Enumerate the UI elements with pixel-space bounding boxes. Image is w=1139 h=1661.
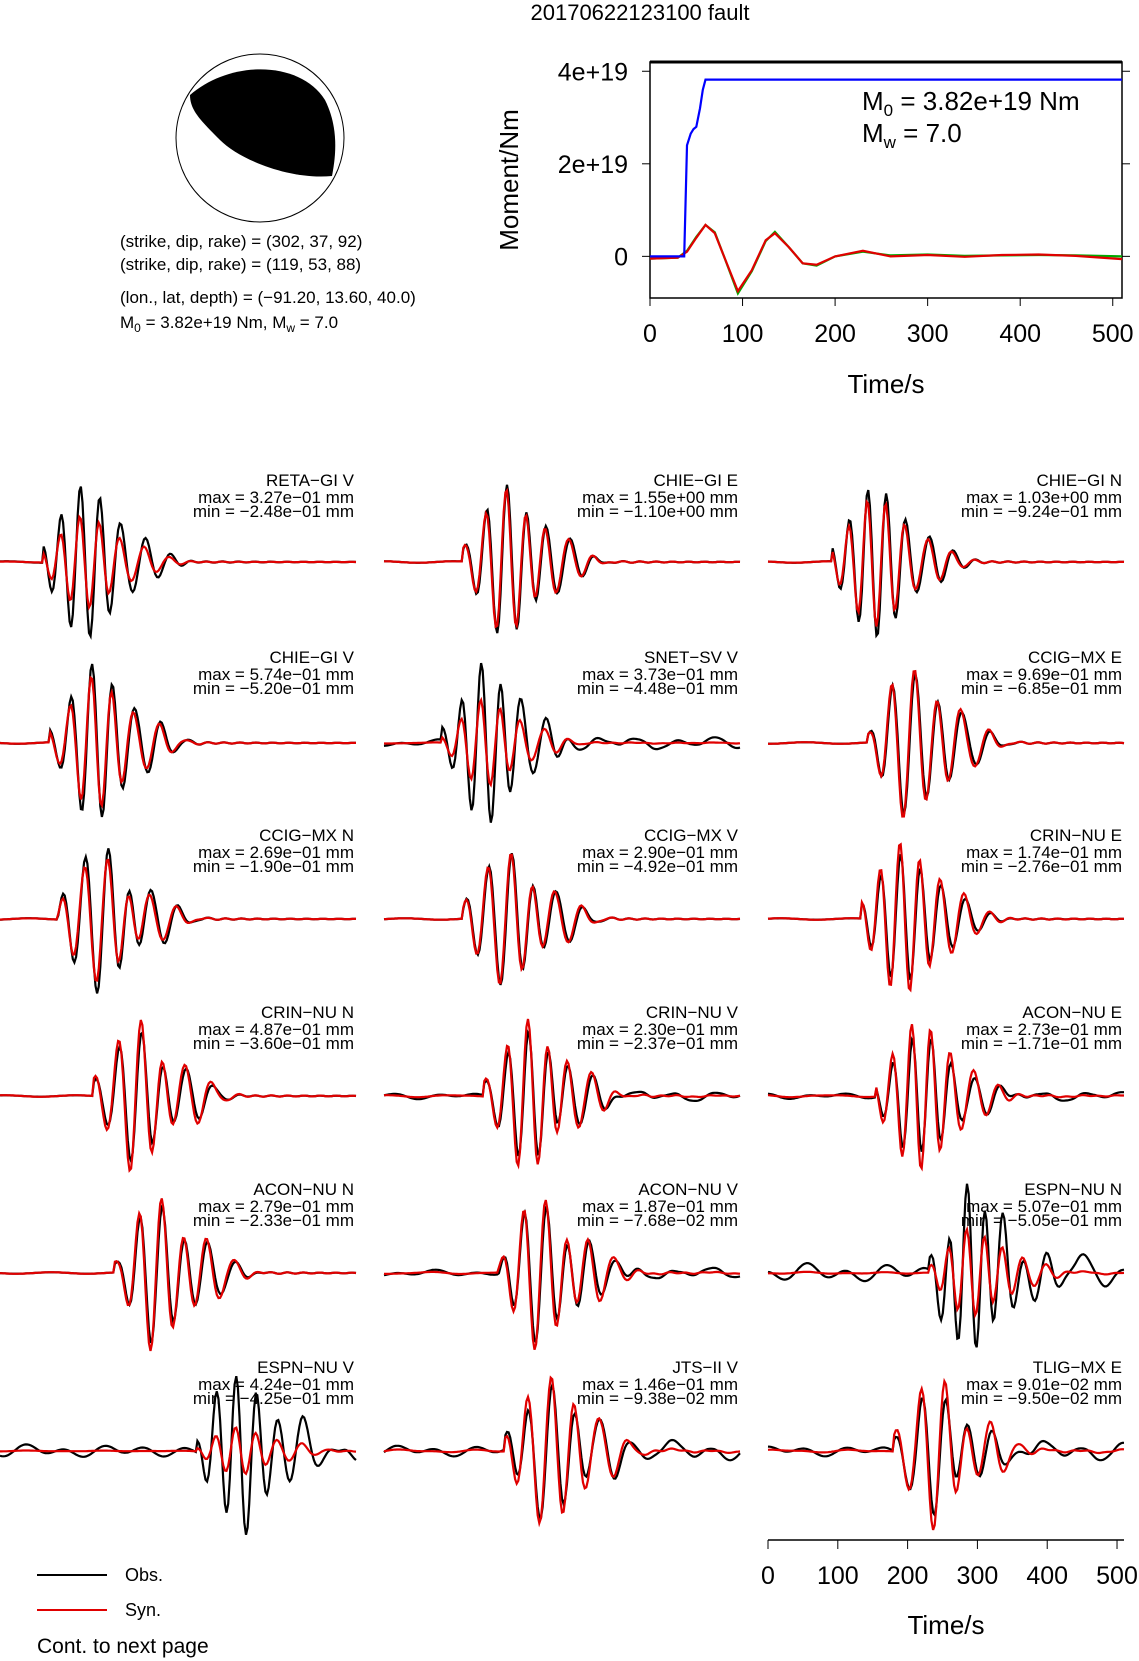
station-min: min = −5.20e−01 mm <box>192 679 354 698</box>
station-max: max = 4.87e−01 mm <box>198 1020 354 1039</box>
wave-panel <box>384 471 740 633</box>
station-min: min = −2.37e−01 mm <box>576 1034 738 1053</box>
station-max: max = 1.03e+00 mm <box>966 488 1122 507</box>
station-max: max = 9.69e−01 mm <box>966 665 1122 684</box>
mechanism-line-4-a: M <box>120 313 135 332</box>
wave-panel <box>0 648 356 817</box>
station-max: max = 2.79e−01 mm <box>198 1197 354 1216</box>
station-min: min = −4.48e−01 mm <box>576 679 738 698</box>
station-label: TLIG−MX E <box>1032 1358 1122 1377</box>
station-min: min = −2.76e−01 mm <box>960 857 1122 876</box>
station-label: CHIE−GI E <box>653 471 738 490</box>
wave-panel <box>768 826 1124 990</box>
station-min: min = −9.50e−02 mm <box>960 1389 1122 1408</box>
time-axis-tick-label: 500 <box>1096 1562 1138 1590</box>
station-max: max = 2.69e−01 mm <box>198 843 354 862</box>
legend-obs-label: Obs. <box>125 1565 164 1585</box>
station-min: min = −6.85e−01 mm <box>960 679 1122 698</box>
syn-trace <box>0 860 356 981</box>
station-label: CRIN−NU E <box>1029 826 1122 845</box>
ann-mw-b: = 7.0 <box>895 118 962 148</box>
wave-panel <box>768 1180 1124 1347</box>
moment-series-green <box>650 225 1122 294</box>
station-max: max = 2.90e−01 mm <box>582 843 738 862</box>
station-min: min = −7.68e−02 mm <box>576 1211 738 1230</box>
syn-trace <box>0 1428 356 1474</box>
station-label: ESPN−NU V <box>257 1358 354 1377</box>
station-max: max = 3.73e−01 mm <box>582 665 738 684</box>
time-axis-tick-label: 400 <box>1026 1562 1069 1590</box>
station-max: max = 1.46e−01 mm <box>582 1375 738 1394</box>
wave-panel <box>768 471 1124 636</box>
wave-panel <box>0 1003 356 1170</box>
mechanism-line-4 <box>120 313 338 335</box>
station-min: min = −3.60e−01 mm <box>192 1034 354 1053</box>
mechanism-line-4-sub2: w <box>286 321 296 335</box>
station-min: min = −9.24e−01 mm <box>960 502 1122 521</box>
station-max: max = 2.73e−01 mm <box>966 1020 1122 1039</box>
wave-panel <box>768 648 1124 817</box>
station-label: CCIG−MX E <box>1028 648 1122 667</box>
moment-y-tick-label: 2e+19 <box>557 150 628 179</box>
ann-mw-sub: w <box>883 133 896 152</box>
ann-mw-a: M <box>862 118 884 148</box>
moment-x-tick-label: 0 <box>643 320 657 348</box>
station-label: CHIE−GI V <box>269 648 354 667</box>
moment-chart <box>494 58 1134 399</box>
station-label: CCIG−MX N <box>259 826 354 845</box>
station-min: min = −4.25e−01 mm <box>192 1389 354 1408</box>
station-label: ESPN−NU N <box>1024 1180 1122 1199</box>
wave-panel <box>0 826 356 993</box>
mechanism-line-1: (strike, dip, rake) = (302, 37, 92) <box>120 232 363 251</box>
time-axis-tick-label: 200 <box>886 1562 929 1590</box>
station-label: CCIG−MX V <box>644 826 738 845</box>
moment-y-tick-label: 0 <box>614 243 628 272</box>
station-min: min = −2.48e−01 mm <box>192 502 354 521</box>
wave-panel <box>384 826 740 985</box>
station-label: CHIE−GI N <box>1036 471 1122 490</box>
station-min: min = −1.90e−01 mm <box>192 857 354 876</box>
station-max: max = 4.24e−01 mm <box>198 1375 354 1394</box>
moment-x-tick-label: 100 <box>721 320 764 348</box>
moment-x-label: Time/s <box>847 369 925 399</box>
moment-y-tick-label: 4e+19 <box>557 58 628 87</box>
time-axis-tick-label: 100 <box>816 1562 859 1590</box>
mechanism-line-2: (strike, dip, rake) = (119, 53, 88) <box>120 255 362 274</box>
station-max: max = 3.27e−01 mm <box>198 488 354 507</box>
station-min: min = −1.71e−01 mm <box>960 1034 1122 1053</box>
mechanism-line-4-sub: 0 <box>134 321 141 335</box>
time-axis-label: Time/s <box>907 1610 985 1640</box>
mechanism-line-3: (lon., lat, depth) = (−91.20, 13.60, 40.0) <box>120 288 416 307</box>
station-max: max = 9.01e−02 mm <box>966 1375 1122 1394</box>
station-max: max = 1.74e−01 mm <box>966 843 1122 862</box>
page-title: 20170622123100 fault <box>530 0 750 25</box>
waveform-grid <box>0 471 1124 1535</box>
station-label: SNET−SV V <box>643 648 738 667</box>
moment-x-tick-label: 300 <box>906 320 949 348</box>
station-label: JTS−II V <box>672 1358 738 1377</box>
station-label: ACON−NU E <box>1022 1003 1122 1022</box>
station-label: CRIN−NU V <box>645 1003 738 1022</box>
beachball <box>176 54 344 222</box>
moment-annotation-m0 <box>862 86 1080 120</box>
station-min: min = −9.38e−02 mm <box>576 1389 738 1408</box>
wave-panel <box>384 1180 740 1350</box>
moment-x-tick-label: 400 <box>999 320 1042 348</box>
station-min: min = −5.05e−01 mm <box>960 1211 1122 1230</box>
wave-panel <box>384 648 740 823</box>
station-min: min = −1.10e+00 mm <box>576 502 738 521</box>
wave-panel <box>0 471 356 636</box>
syn-trace <box>384 700 740 785</box>
station-label: CRIN−NU N <box>260 1003 354 1022</box>
station-max: max = 5.74e−01 mm <box>198 665 354 684</box>
moment-annotation-mw <box>862 118 962 152</box>
legend-syn-label: Syn. <box>125 1600 162 1620</box>
moment-x-tick-label: 500 <box>1091 320 1134 348</box>
time-axis-tick-label: 300 <box>956 1562 999 1590</box>
wave-panel <box>0 1358 356 1535</box>
ann-m0-sub: 0 <box>883 101 894 120</box>
station-max: max = 1.55e+00 mm <box>582 488 738 507</box>
legend <box>37 1565 163 1620</box>
ann-m0-a: M <box>862 86 884 116</box>
moment-y-label: Moment/Nm <box>494 109 524 251</box>
station-min: min = −2.33e−01 mm <box>192 1211 354 1230</box>
wave-panel <box>768 1358 1124 1530</box>
mechanism-line-4-b: = 3.82e+19 Nm, M <box>140 313 287 332</box>
moment-x-tick-label: 200 <box>814 320 856 348</box>
station-label: ACON−NU V <box>638 1180 738 1199</box>
station-max: max = 2.30e−01 mm <box>582 1020 738 1039</box>
obs-trace <box>768 1399 1124 1515</box>
station-label: RETA−GI V <box>265 471 354 490</box>
wave-panel <box>384 1003 740 1166</box>
ann-m0-b: = 3.82e+19 Nm <box>893 86 1080 116</box>
station-max: max = 5.07e−01 mm <box>966 1197 1122 1216</box>
wave-panel <box>384 1358 740 1523</box>
mechanism-line-4-c: = 7.0 <box>295 313 339 332</box>
station-max: max = 1.87e−01 mm <box>582 1197 738 1216</box>
station-label: ACON−NU N <box>253 1180 354 1199</box>
waveform-time-axis <box>761 1540 1138 1640</box>
station-min: min = −4.92e−01 mm <box>576 857 738 876</box>
moment-series-red <box>650 225 1122 291</box>
footer-text: Cont. to next page <box>37 1635 209 1658</box>
time-axis-tick-label: 0 <box>761 1562 775 1590</box>
wave-panel <box>0 1180 356 1351</box>
wave-panel <box>768 1003 1124 1168</box>
